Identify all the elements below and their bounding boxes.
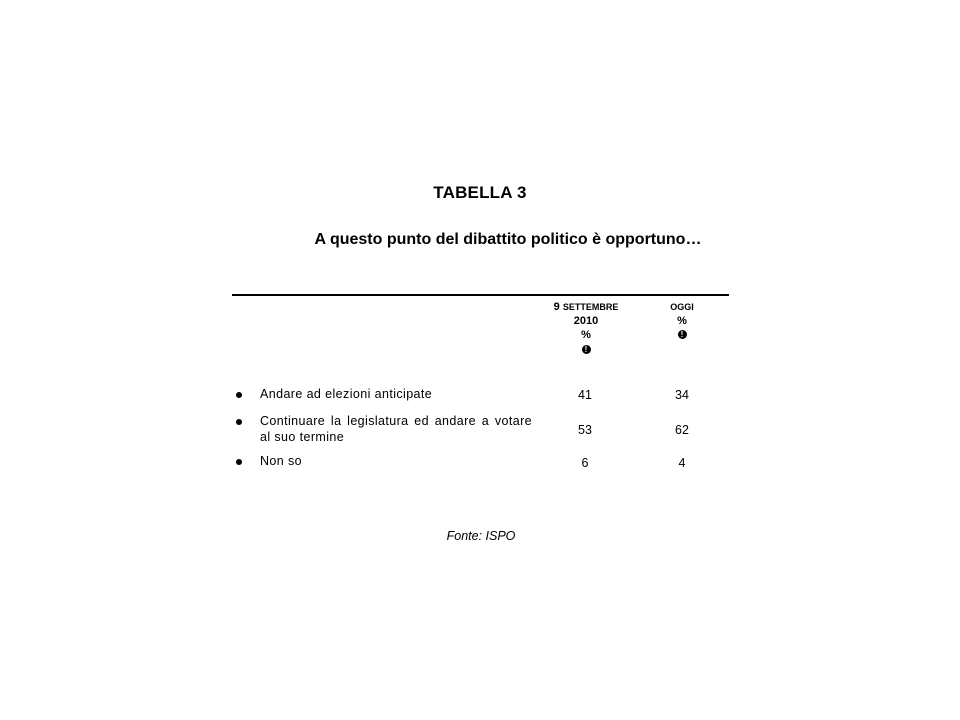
column-day: 9 xyxy=(553,301,560,313)
info-circle-icon: ! xyxy=(582,345,591,354)
row-value-settembre: 6 xyxy=(581,456,589,470)
row-value-oggi: 4 xyxy=(678,456,686,470)
info-circle-icon: ! xyxy=(678,330,687,339)
column-year: 2010 xyxy=(573,315,599,327)
row-label: Non so xyxy=(260,454,303,468)
column-header-settembre-2010 xyxy=(541,300,631,356)
bullet-icon xyxy=(236,392,242,398)
column-header-oggi xyxy=(652,300,712,341)
source-note: Fonte: ISPO xyxy=(446,529,516,543)
row-value-oggi: 34 xyxy=(675,388,689,402)
row-label: Continuare la legislatura ed andare a votare al suo termine xyxy=(260,414,532,444)
column-date-line xyxy=(541,300,631,314)
table-title: TABELLA 3 xyxy=(433,183,527,202)
column-unit: % xyxy=(677,315,687,327)
column-label: OGGI xyxy=(670,302,694,312)
bullet-icon xyxy=(236,419,242,425)
question-text: A questo punto del dibattito politico è opportuno… xyxy=(314,231,702,248)
column-unit: % xyxy=(581,329,591,341)
row-value-oggi: 62 xyxy=(675,423,689,437)
row-value-settembre: 53 xyxy=(578,423,592,437)
table-top-rule xyxy=(232,294,729,296)
row-value-settembre: 41 xyxy=(578,388,592,402)
row-label: Andare ad elezioni anticipate xyxy=(260,387,433,401)
column-month: SETTEMBRE xyxy=(562,302,619,312)
bullet-icon xyxy=(236,459,242,465)
